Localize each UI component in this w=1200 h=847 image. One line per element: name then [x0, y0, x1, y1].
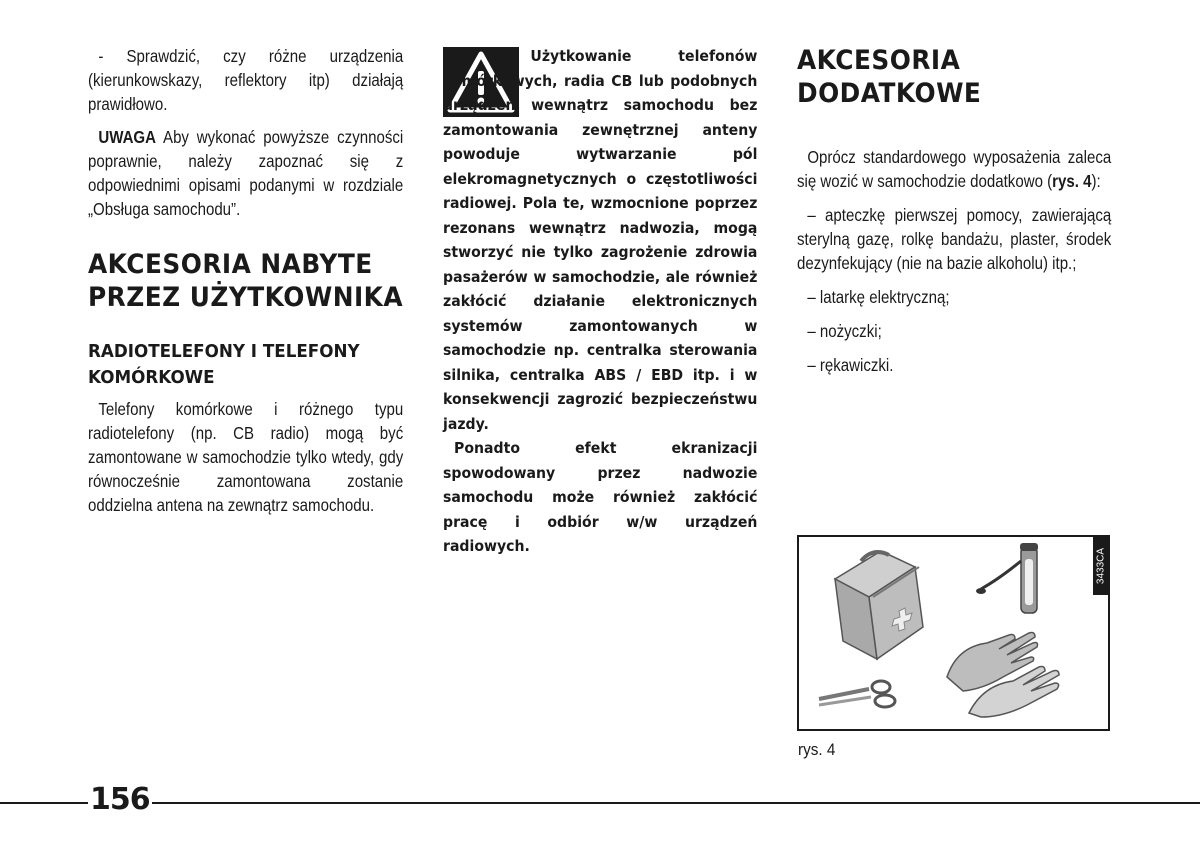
additional-intro-end: ): [1091, 171, 1101, 191]
middle-column [443, 44, 758, 559]
additional-intro [797, 145, 1111, 193]
footer-rule-left [0, 802, 95, 804]
first-aid-kit-icon [835, 551, 923, 659]
subheading-radiotelephones: RADIOTELEFONY I TELEFONY KOMÓRKOWE [88, 341, 360, 388]
figure-code-tag [1093, 537, 1108, 595]
list-item: – apteczkę pierwszej pomocy, zawierającą sterylną gazę, rolkę bandażu, plaster, środek dezynfekujący (nie na bazie alkoholu) itp.; [797, 205, 1112, 273]
right-column [797, 44, 1112, 377]
left-column [88, 44, 404, 517]
list-item: – nożyczki; [807, 321, 882, 341]
page-number: 156 [90, 782, 150, 817]
flashlight-icon [976, 543, 1038, 613]
note-label: UWAGA [98, 127, 157, 147]
list-item: – rękawiczki. [807, 355, 894, 375]
warning-text-1: Użytkowanie telefonów komórkowych, radia CB lub podobnych urządzeń wewnątrz samochodu bez zamontowania zewnętrznej anteny powoduje wytwarzanie pól elekromagnetycznych o częstotliwości radiowej. Pola te, wzmocnione poprzez rezonans wewnątrz nadwozia, mogą stworzyć nie tylko zagrożenie zdrowia pasażerów w samochodzie, ale również zakłócić działanie elektronicznych systemów zamontowanych w samochodzie np. centralka sterowania silnika, centralka ABS / EBD itp. i w konsekwencji zagrozić bezpieczeństwu jazdy. [443, 47, 758, 433]
check-devices-text: - Sprawdzić, czy różne urządzenia (kierunkowskazy, reflektory itp) działają prawidłowo. [88, 46, 404, 114]
accessories-illustration [799, 537, 1108, 729]
footer-rule-right [140, 802, 1200, 804]
warning-text-2: Ponadto efekt ekranizacji spowodowany przez nadwozie samochodu może również zakłócić pracę i odbiór w/w urządzeń radiowych. [443, 439, 758, 555]
accessories-figure [797, 535, 1110, 731]
radiotelephones-paragraph: Telefony komórkowe i różnego typu radiotelefony (np. CB radio) mogą być zamontowane w samochodzie tylko wtedy, gdy równocześnie zamontowana zostanie oddzielna antena na zewnątrz samochodu. [88, 399, 404, 515]
warning-block [443, 44, 758, 559]
note-text: Aby wykonać powyższe czynności poprawnie, należy zapoznać się z odpowiednimi opisami podanymi w rozdziale „Obsługa samochodu”. [88, 127, 404, 219]
gloves-icon [947, 633, 1059, 718]
additional-intro-text: Oprócz standardowego wyposażenia zaleca się wozić w samochodzie dodatkowo ( [797, 147, 1112, 191]
figure-reference: rys. 4 [1052, 171, 1092, 191]
note-paragraph [88, 125, 403, 221]
section-heading-additional-accessories: AKCESORIA DODATKOWE [797, 45, 982, 109]
scissors-icon [819, 681, 895, 707]
figure-caption: rys. 4 [798, 740, 836, 759]
section-heading-user-accessories: AKCESORIA NABYTE PRZEZ UŻYTKOWNIKA [88, 249, 404, 313]
list-item: – latarkę elektryczną; [807, 287, 950, 307]
figure-code: 3433CA [1095, 547, 1106, 585]
